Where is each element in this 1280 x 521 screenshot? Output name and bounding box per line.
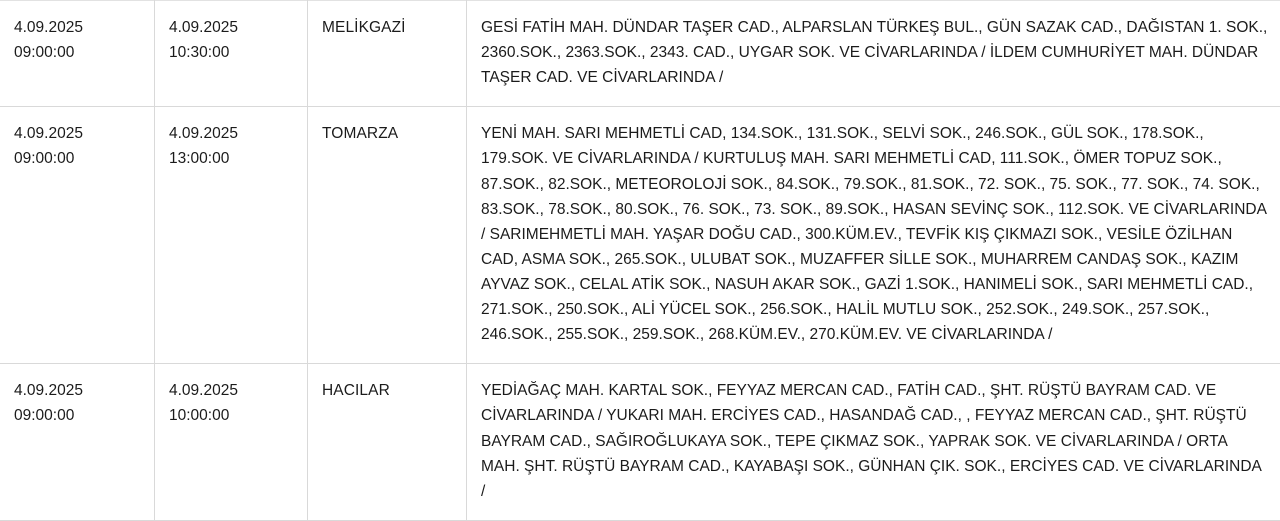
end-date: 4.09.2025: [169, 378, 295, 403]
start-date: 4.09.2025: [14, 121, 142, 146]
start-date: 4.09.2025: [14, 15, 142, 40]
table-row: [0, 364, 1280, 521]
row-end-datetime: [155, 364, 308, 521]
row-district: HACILAR: [308, 364, 467, 521]
row-start-datetime: [0, 364, 155, 521]
row-description: YENİ MAH. SARI MEHMETLİ CAD, 134.SOK., 131.SOK., SELVİ SOK., 246.SOK., GÜL SOK., 178.SOK., 179.SOK. VE CİVARLARINDA / KURTULUŞ MAH. SARI MEHMETLİ CAD, 111.SOK., ÖMER TOPUZ SOK., 87.SOK., 82.SOK., METEOROLOJİ SOK., 84.SOK., 79.SOK., 81.SOK., 72. SOK., 75. SOK., 77. SOK., 74. SOK., 83.SOK., 78.SOK., 80.SOK., 76. SOK., 73. SOK., 89.SOK., HASAN SEVİNÇ SOK., 112.SOK. VE CİVARLARINDA / SARIMEHMETLİ MAH. YAŞAR DOĞU CAD., 300.KÜM.EV., TEVFİK KIŞ ÇIKMAZI SOK., VESİLE ÖZİLHAN CAD, ASMA SOK., 265.SOK., ULUBAT SOK., MUZAFFER SİLLE SOK., MUHARREM CANDAŞ SOK., KAZIM AYVAZ SOK., CELAL ATİK SOK., NASUH AKAR SOK., GAZİ 1.SOK., HANIMELİ SOK., SARI MEHMETLİ CAD., 271.SOK., 250.SOK., ALİ YÜCEL SOK., 256.SOK., HALİL MUTLU SOK., 252.SOK., 249.SOK., 257.SOK., 246.SOK., 255.SOK., 259.SOK., 268.KÜM.EV., 270.KÜM.EV. VE CİVARLARINDA /: [467, 107, 1280, 364]
row-start-datetime: [0, 1, 155, 107]
row-end-datetime: [155, 107, 308, 364]
table-row: [0, 107, 1280, 364]
row-end-datetime: [155, 1, 308, 107]
start-date: 4.09.2025: [14, 378, 142, 403]
row-start-datetime: [0, 107, 155, 364]
start-time: 09:00:00: [14, 403, 142, 428]
end-time: 13:00:00: [169, 146, 295, 171]
row-district: TOMARZA: [308, 107, 467, 364]
row-description: YEDİAĞAÇ MAH. KARTAL SOK., FEYYAZ MERCAN CAD., FATİH CAD., ŞHT. RÜŞTÜ BAYRAM CAD. VE CİVARLARINDA / YUKARI MAH. ERCİYES CAD., HASANDAĞ CAD., , FEYYAZ MERCAN CAD., ŞHT. RÜŞTÜ BAYRAM CAD., SAĞIROĞLUKAYA SOK., TEPE ÇIKMAZ SOK., YAPRAK SOK. VE CİVARLARINDA / ORTA MAH. ŞHT. RÜŞTÜ BAYRAM CAD., KAYABAŞI SOK., GÜNHAN ÇIK. SOK., ERCİYES CAD. VE CİVARLARINDA /: [467, 364, 1280, 521]
end-date: 4.09.2025: [169, 121, 295, 146]
start-time: 09:00:00: [14, 146, 142, 171]
row-description: GESİ FATİH MAH. DÜNDAR TAŞER CAD., ALPARSLAN TÜRKEŞ BUL., GÜN SAZAK CAD., DAĞISTAN 1. SOK., 2360.SOK., 2363.SOK., 2343. CAD., UYGAR SOK. VE CİVARLARINDA / İLDEM CUMHURİYET MAH. DÜNDAR TAŞER CAD. VE CİVARLARINDA /: [467, 1, 1280, 107]
table-row: [0, 1, 1280, 107]
table-body: [0, 1, 1280, 521]
row-district: MELİKGAZİ: [308, 1, 467, 107]
start-time: 09:00:00: [14, 40, 142, 65]
end-date: 4.09.2025: [169, 15, 295, 40]
end-time: 10:30:00: [169, 40, 295, 65]
end-time: 10:00:00: [169, 403, 295, 428]
